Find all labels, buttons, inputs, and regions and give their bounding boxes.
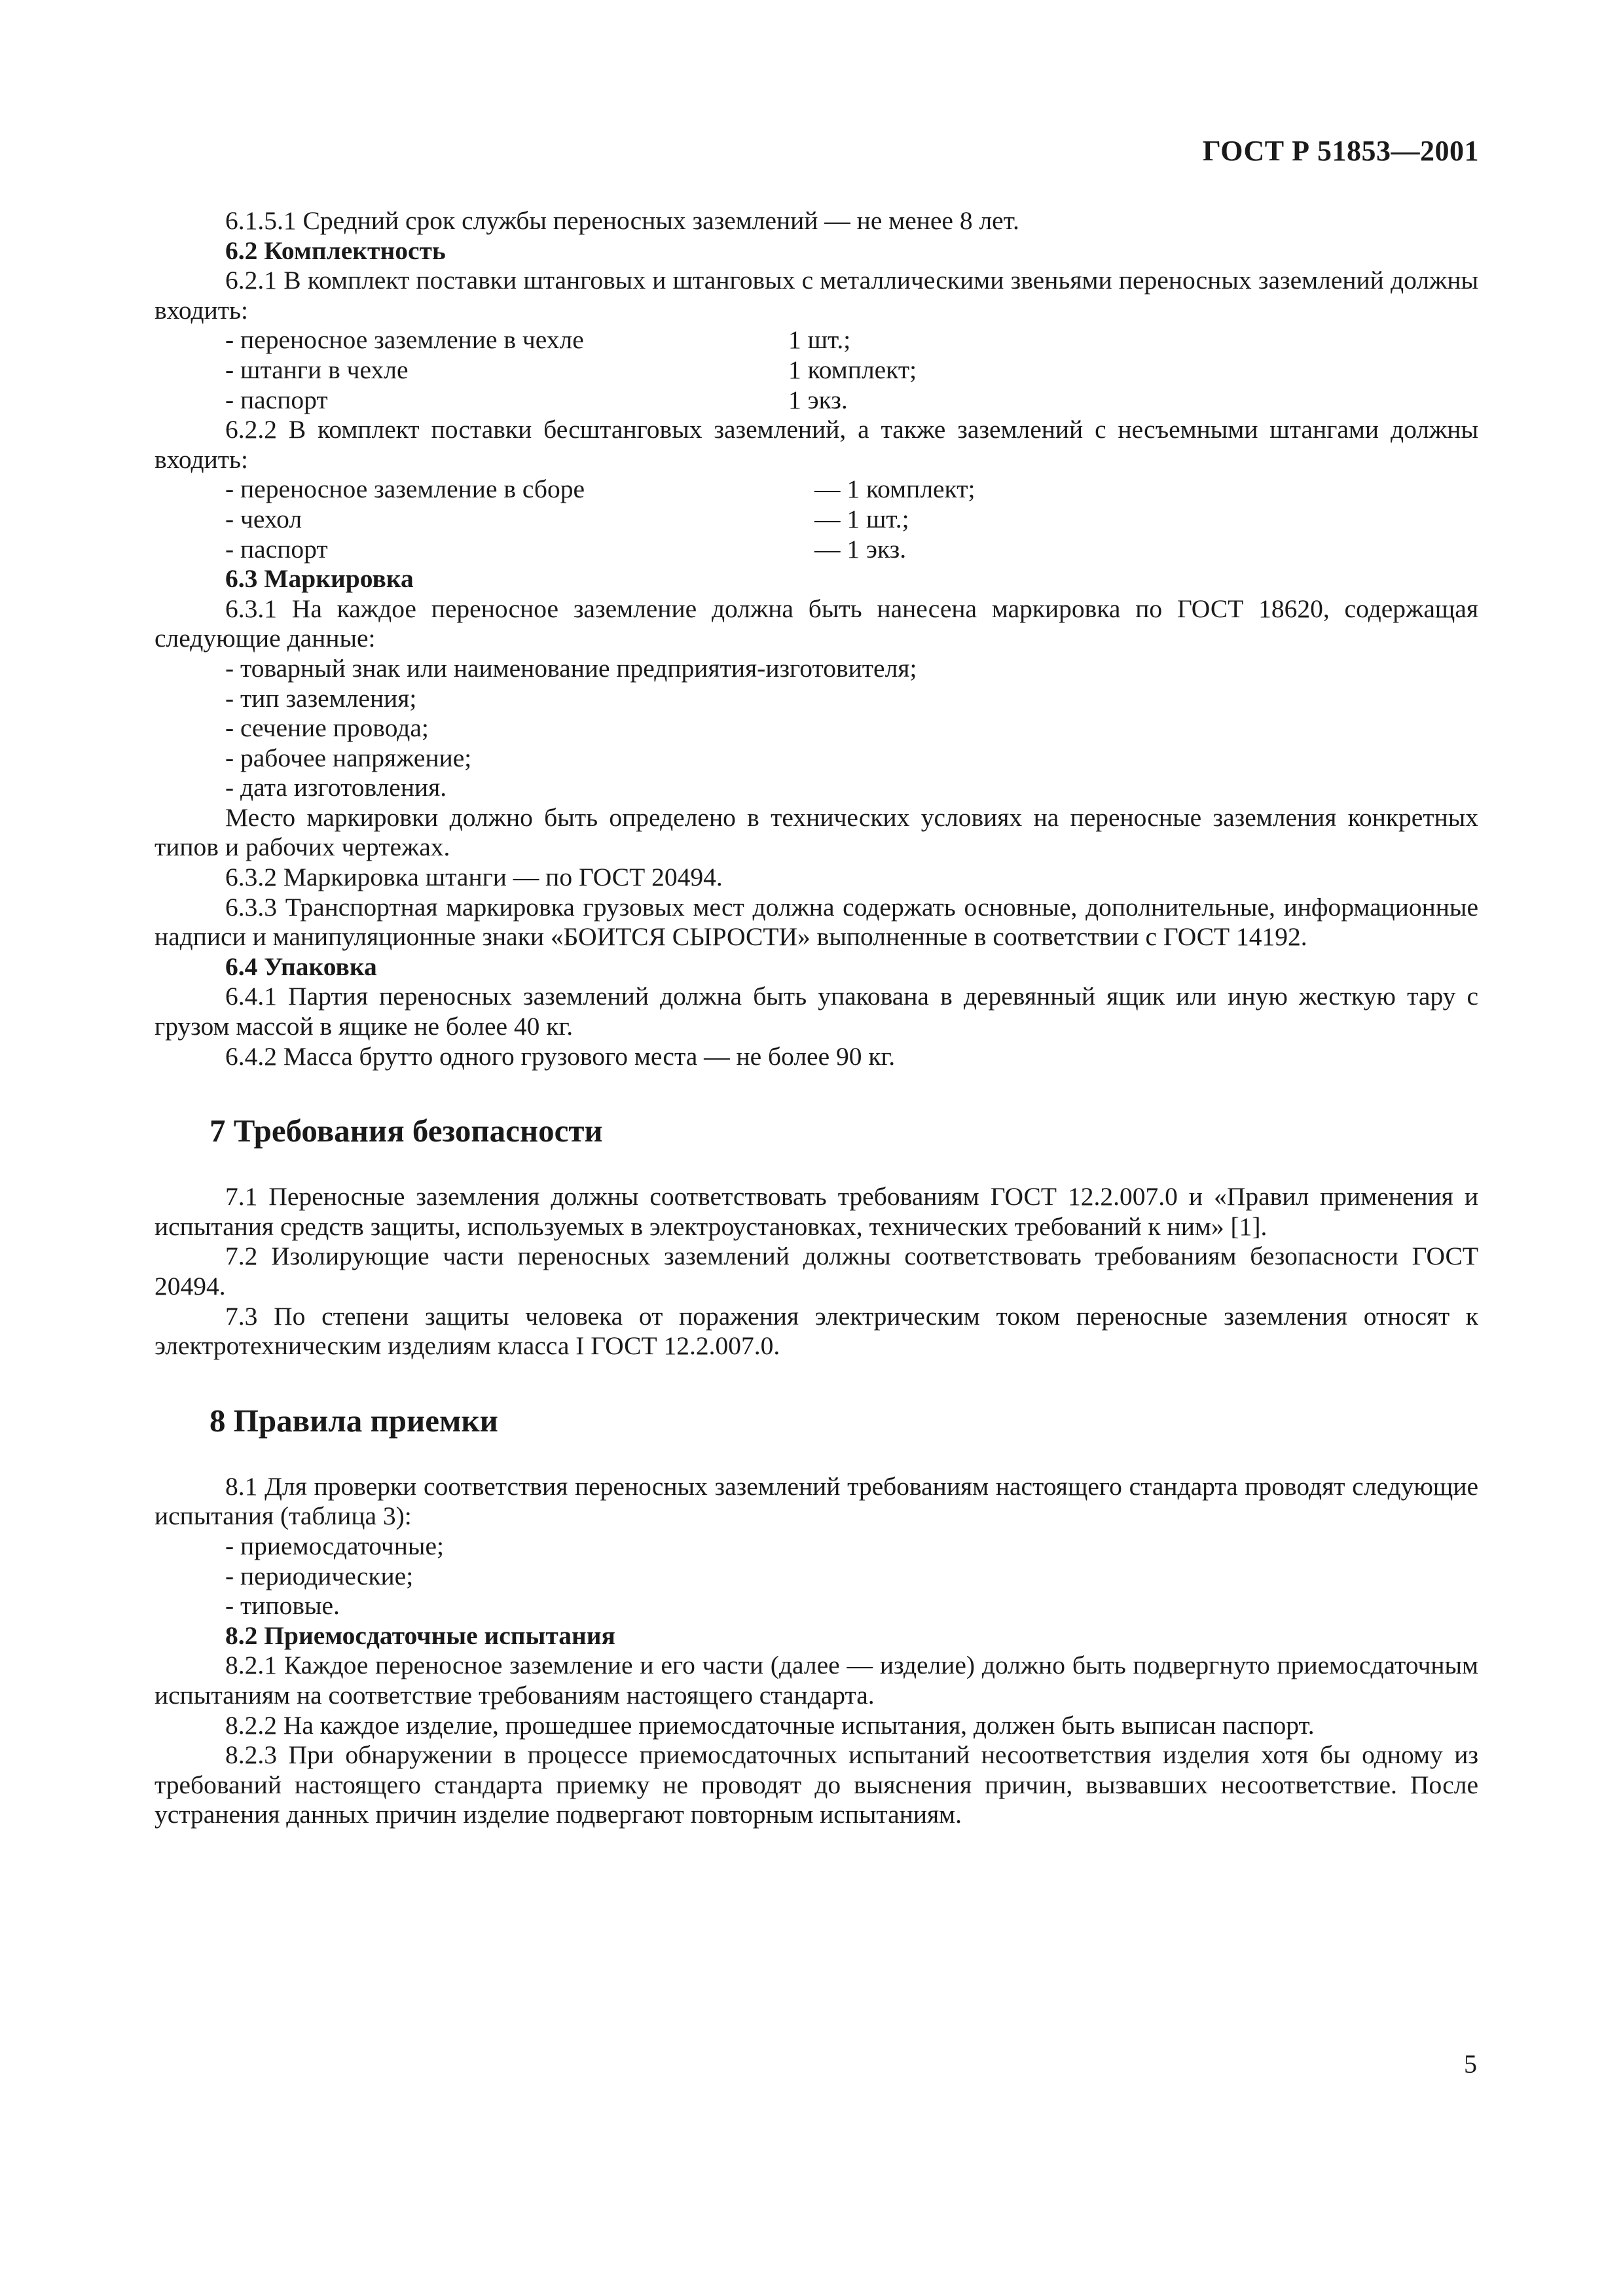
paragraph-6-3-2: 6.3.2 Маркировка штанги — по ГОСТ 20494. [225,863,723,892]
list-item: - товарный знак или наименование предприятия-изготовителя; [225,653,917,683]
paragraph-7-2: 7.2 Изолирующие части переносных заземлений должны соответствовать требованиям безопасности ГОСТ 20494. [155,1242,1478,1300]
list-item: - периодические; [225,1561,414,1590]
kit-qty: — 1 комплект; [814,475,976,504]
list-item: - тип заземления; [225,683,417,713]
kit-qty: 1 комплект; [788,355,917,384]
paragraph-8-2-3: 8.2.3 При обнаружении в процессе приемосдаточных испытаний несоответствия изделия хотя бы одному из требований настоящего стандарта приемку не проводят до выяснения причин, вызвавших несоответствие. После устранения данных причин изделие подвергают повторным испытаниям. [155,1740,1478,1829]
paragraph-7-3: 7.3 По степени защиты человека от поражения электрическим током переносные заземления относят к электротехническим изделиям класса I ГОСТ 12.2.007.0. [155,1301,1478,1361]
kit-qty: 1 экз. [788,385,848,414]
kit-row [155,325,1478,355]
list-item: - типовые. [225,1591,340,1621]
page-number: 5 [1464,2049,1477,2079]
paragraph-8-1: 8.1 Для проверки соответствия переносных заземлений требованиям настоящего стандарта проводят следующие испытания (таблица 3): [155,1471,1478,1531]
section-heading-7: 7 Требования безопасности [210,1113,603,1149]
list-item: - рабочее напряжение; [225,743,472,772]
kit-row [155,475,1478,505]
paragraph-8-2-2: 8.2.2 На каждое изделие, прошедшее приемосдаточные испытания, должен быть выписан паспорт. [225,1710,1315,1740]
subheading-6-3: 6.3 Маркировка [225,564,414,594]
kit-row [155,535,1478,565]
kit-qty: 1 шт.; [788,325,851,355]
paragraph-6-3-3: 6.3.3 Транспортная маркировка грузовых мест должна содержать основные, дополнительные, информационные надписи и манипуляционные знаки «БОИТСЯ СЫРОСТИ» выполненные в соответствии с ГОСТ 14192. [155,892,1478,952]
kit-row [155,505,1478,535]
paragraph-6-3-1-note: Место маркировки должно быть определено в технических условиях на переносные заземления конкретных типов и рабочих чертежах. [155,802,1478,862]
kit-item: - паспорт [225,385,328,414]
paragraph-6-4-1: 6.4.1 Партия переносных заземлений должна быть упакована в деревянный ящик или иную жесткую тару с грузом массой в ящике не более 40 кг. [155,982,1478,1041]
paragraph-6-1-5-1: 6.1.5.1 Средний срок службы переносных заземлений — не менее 8 лет. [225,206,1019,235]
kit-qty: — 1 шт.; [814,504,909,533]
kit-item: - переносное заземление в чехле [225,325,584,355]
kit-item: - паспорт [225,534,328,564]
paragraph-6-2-1: 6.2.1 В комплект поставки штанговых и штанговых с металлическими звеньями переносных заземлений должны входить: [155,266,1478,325]
paragraph-8-2-1: 8.2.1 Каждое переносное заземление и его части (далее — изделие) должно быть подвергнуто приемосдаточным испытаниям на соответствие требованиям настоящего стандарта. [155,1651,1478,1710]
subheading-6-4: 6.4 Упаковка [225,952,377,981]
list-item: - дата изготовления. [225,773,447,802]
paragraph-6-2-2: 6.2.2 В комплект поставки бесштанговых заземлений, а также заземлений с несъемными штангами должны входить: [155,415,1478,474]
document-code: ГОСТ Р 51853—2001 [1202,135,1479,167]
kit-item: - чехол [225,504,302,533]
subheading-8-2: 8.2 Приемосдаточные испытания [225,1621,615,1650]
kit-item: - переносное заземление в сборе [225,475,585,504]
subheading-6-2: 6.2 Комплектность [225,236,446,265]
kit-qty: — 1 экз. [814,534,907,564]
paragraph-7-1: 7.1 Переносные заземления должны соответствовать требованиям ГОСТ 12.2.007.0 и «Правил применения и испытания средств защиты, используемых в электроустановках, технических требований к ним» [1]. [155,1182,1478,1241]
page-content [155,206,1478,1830]
paragraph-6-4-2: 6.4.2 Масса брутто одного грузового места — не более 90 кг. [225,1041,896,1071]
section-heading-8: 8 Правила приемки [210,1402,498,1439]
paragraph-6-3-1: 6.3.1 На каждое переносное заземление должна быть нанесена маркировка по ГОСТ 18620, содержащая следующие данные: [155,594,1478,653]
kit-row [155,355,1478,386]
kit-row [155,386,1478,416]
list-item: - приемосдаточные; [225,1531,444,1560]
kit-item: - штанги в чехле [225,355,409,384]
list-item: - сечение провода; [225,713,429,743]
